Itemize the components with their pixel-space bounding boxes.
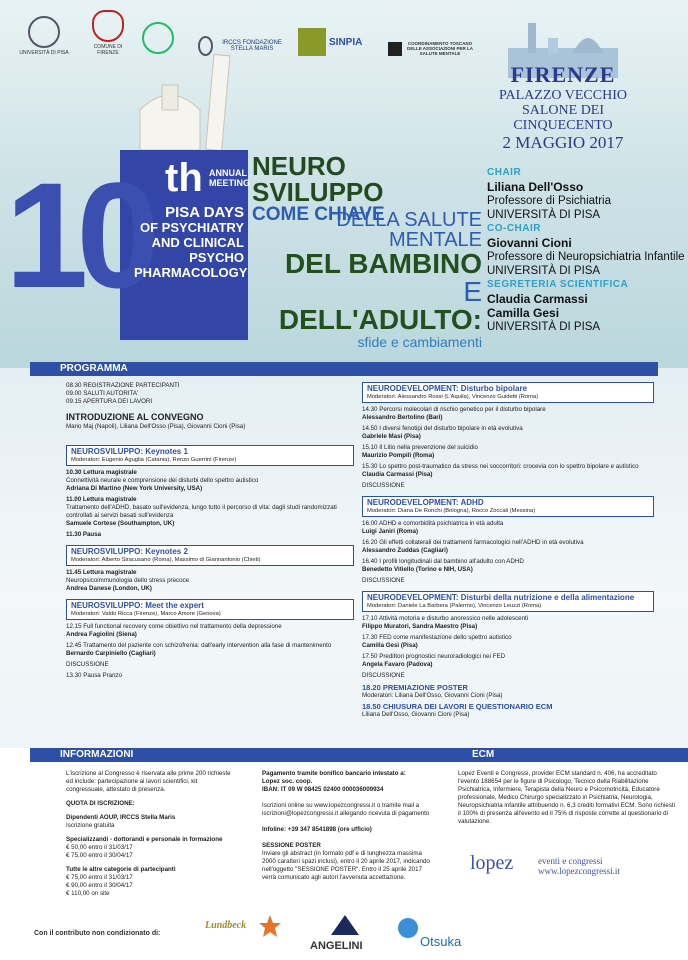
program-speaker: Bernardo Carpiniello (Cagliari) bbox=[66, 650, 156, 657]
giglio-icon bbox=[92, 10, 124, 42]
ecm-text: Lopez Eventi e Congressi, provider ECM standard n. 406, ha accreditato l'evento 188654 per le figure di Psicologo, Tecnico della Riabilitazione Psichiatrica, Infermiere, Terapista della Neuro e Psicomotricità, Educatore professionale, Medico Chirurgo specializzato in Psichiatria, Neurologia, Neuropsichiatria infantile attribuendo n. 6,3 crediti formativi ECM. Sono richiesti il 100% di presenza all'evento ed il 75% di risposte corrette al questionario di valutazione. bbox=[458, 770, 676, 825]
annual-meeting bbox=[209, 168, 250, 188]
programma-heading: PROGRAMMA bbox=[60, 363, 128, 374]
cochair-role: CO-CHAIR bbox=[487, 223, 541, 234]
program-item: 14.30 Percorsi molecolari di rischio genetico per il disturbo bipolare bbox=[362, 406, 546, 413]
program-right-column bbox=[362, 378, 654, 719]
program-speaker: Maurizio Pompili (Roma) bbox=[362, 452, 435, 459]
program-item: Liliana Dell'Osso, Giovanni Cioni (Pisa) bbox=[362, 711, 470, 718]
program-item: Connettività neurale e comprensione dei disturbi dello spettro autistico bbox=[66, 477, 259, 484]
program-speaker: Claudia Carmassi (Pisa) bbox=[362, 471, 433, 478]
cochair-affiliation: UNIVERSITÀ DI PISA bbox=[487, 265, 601, 277]
event-line5: PHARMACOLOGY bbox=[134, 265, 248, 280]
program-speaker: Camilla Gesi (Pisa) bbox=[362, 642, 418, 649]
session-title: NEUROSVILUPPO: Keynotes 2 bbox=[71, 547, 188, 556]
program-speaker: Andrea Fagiolini (Siena) bbox=[66, 631, 137, 638]
venue-block bbox=[488, 62, 638, 153]
venue-place: PALAZZO VECCHIO bbox=[499, 88, 627, 103]
program-item: 16.00 ADHD e comorbidità psichiatrica in età adulta bbox=[362, 520, 504, 527]
bipolare-block bbox=[362, 406, 654, 490]
session-moderators: Moderatori: Eugenio Aguglia (Catania), Renzo Guerrini (Firenze) bbox=[71, 457, 237, 463]
session-moderators: Moderatori: Daniele La Barbera (Palermo), Vincenzo Leuzzi (Roma) bbox=[367, 603, 542, 609]
title-e: E bbox=[463, 276, 482, 307]
pisa-tower-icon bbox=[130, 50, 240, 150]
opening-item: 09.15 APERTURA DEI LAVORI bbox=[66, 398, 153, 405]
logo-hospital bbox=[138, 8, 178, 56]
unipi-seal-icon bbox=[28, 16, 60, 48]
program-item: 12.15 Full functional recovery come obiettivo nel trattamento della depressione bbox=[66, 623, 282, 630]
title-bottom bbox=[262, 210, 482, 350]
lopez-logo: lopez bbox=[470, 852, 514, 874]
session-nutrizione bbox=[362, 591, 654, 612]
session-title: NEURODEVELOPMENT: Disturbi della nutrizione e della alimentazione bbox=[367, 593, 635, 602]
info-left bbox=[66, 770, 236, 898]
intro-names: Mario Maj (Napoli), Liliana Dell'Osso (Pisa), Giovanni Cioni (Pisa) bbox=[66, 423, 246, 430]
lopez-tagline: eventi e congressi bbox=[538, 856, 603, 866]
program-speaker: Gabriele Masi (Pisa) bbox=[362, 433, 421, 440]
adhd-block bbox=[362, 520, 654, 585]
venue-hall: SALONE DEI CINQUECENTO bbox=[513, 103, 613, 133]
informazioni-heading: INFORMAZIONI bbox=[60, 749, 134, 760]
program-item: 13.30 Pausa Pranzo bbox=[66, 672, 123, 679]
session-adhd bbox=[362, 496, 654, 517]
payment-title: Pagamento tramite bonifico bancario intestato a: bbox=[262, 770, 406, 777]
session-keynotes-1 bbox=[66, 445, 354, 466]
program-item: Moderatori: Liliana Dell'Osso, Giovanni Cioni (Pisa) bbox=[362, 692, 503, 699]
secretary-role: SEGRETERIA SCIENTIFICA bbox=[487, 279, 629, 290]
programma-header bbox=[30, 362, 388, 376]
quota-title: QUOTA DI ISCRIZIONE: bbox=[66, 800, 135, 807]
program-item: 15.30 Lo spettro post-traumatico da stress nei soccorritori: crocevia con lo spettro bipolare e autistico bbox=[362, 463, 639, 470]
cochair-name: Giovanni Cioni bbox=[487, 236, 572, 250]
expert-block bbox=[66, 623, 354, 680]
event-line2: OF PSYCHIATRY bbox=[139, 220, 244, 235]
venue-date: 2 MAGGIO 2017 bbox=[502, 133, 624, 152]
lundbeck-star-icon bbox=[258, 914, 282, 938]
title-salute: DELLA SALUTE bbox=[336, 209, 482, 231]
ecm-heading: ECM bbox=[472, 749, 495, 760]
logo-coordinamento bbox=[388, 8, 478, 56]
event-line3: AND CLINICAL bbox=[151, 235, 244, 250]
program-item: 11.30 Pausa bbox=[66, 531, 102, 538]
session-moderators: Moderatori: Alessandro Rossi (L'Aquila), Vincenzo Guidetti (Roma) bbox=[367, 394, 539, 400]
chair-role: CHAIR bbox=[487, 167, 522, 178]
online-registration: Iscrizioni online su www.lopezcongressi.it o tramite mail a iscrizioni@lopezcongressi.it allegando ricevuta di pagamento bbox=[262, 802, 430, 817]
program-item: Neuropsicoimmunologia dello stress precoce bbox=[66, 577, 190, 584]
informazioni-header bbox=[30, 748, 468, 762]
program-speaker: Alessandro Bertolino (Bari) bbox=[362, 414, 443, 421]
logo-sinpia bbox=[298, 8, 378, 56]
poster-award: 18.20 PREMIAZIONE POSTER bbox=[362, 683, 468, 692]
logo-label: COORDINAMENTO TOSCANO DELLE ASSOCIAZIONI PER LA SALUTE MENTALE bbox=[406, 41, 474, 56]
program-item: 11.45 Lettura magistrale bbox=[66, 569, 137, 576]
quota-detail: Iscrizione gratuita bbox=[66, 822, 115, 829]
lopez-website[interactable]: www.lopezcongressi.it bbox=[538, 866, 620, 876]
logo-firenze bbox=[88, 8, 128, 56]
quota-item: Dipendenti AOUP, IRCCS Stella Maris bbox=[66, 814, 176, 821]
angelini-triangle-icon bbox=[330, 914, 360, 936]
title-mentale: MENTALE bbox=[389, 229, 482, 251]
program-item: 17.10 Attività motoria e disturbo anoressico nelle adolescenti bbox=[362, 615, 529, 622]
session-title: NEUROSVILUPPO: Meet the expert bbox=[71, 601, 204, 610]
logo-label: COMUNE DI FIRENZE bbox=[93, 44, 123, 56]
opening-item: 08.30 REGISTRAZIONE PARTECIPANTI bbox=[66, 382, 180, 389]
program-speaker: Samuele Cortese (Southampton, UK) bbox=[66, 520, 175, 527]
program-speaker: Alessandro Zuddas (Cagliari) bbox=[362, 547, 448, 554]
sponsor-lundbeck: Lundbeck bbox=[205, 920, 247, 931]
sponsor-angelini: ANGELINI bbox=[310, 940, 363, 952]
program-item: 12.45 Trattamento del paziente con schizofrenia: dall'early intervention alla fase di mantenimento bbox=[66, 642, 332, 649]
program-item: 17.50 Predittori prognostici neuroradiologici nei FED bbox=[362, 653, 506, 660]
sinpia-row bbox=[298, 28, 362, 56]
quota-detail: € 75,00 entro il 30/04/17 bbox=[66, 852, 133, 859]
program-item: DISCUSSIONE bbox=[362, 672, 405, 679]
session-title: NEURODEVELOPMENT: Disturbo bipolare bbox=[367, 384, 528, 393]
program-item: 16.40 I profili longitudinali dal bambino all'adulto con ADHD bbox=[362, 558, 524, 565]
quota-detail: € 75,00 entro il 31/03/17 bbox=[66, 874, 133, 881]
title-subtitle: sfide e cambiamenti bbox=[357, 334, 482, 350]
program-speaker: Angela Favaro (Padova) bbox=[362, 661, 433, 668]
session-moderators: Moderatori: Diana De Ronchi (Bologna), Rocco Zoccali (Messina) bbox=[367, 508, 536, 514]
otsuka-icon bbox=[398, 918, 418, 938]
quota-item: Tutte le altre categorie di partecipanti bbox=[66, 866, 176, 873]
program-item: 10.30 Lettura magistrale bbox=[66, 469, 137, 476]
nutrizione-block bbox=[362, 615, 654, 719]
session-title: NEURODEVELOPMENT: ADHD bbox=[367, 498, 484, 507]
session-keynotes-2 bbox=[66, 545, 354, 566]
program-item: Trattamento dell'ADHD, basato sull'evidenza, lungo tutto il percorso di vita: dagli studi randomizzati controllati ai servizi basati sull'evidenza bbox=[66, 504, 337, 519]
poster-title: SESSIONE POSTER bbox=[262, 842, 321, 849]
programma-header-right bbox=[360, 362, 658, 376]
quota-detail: € 90,00 entro il 30/04/17 bbox=[66, 882, 133, 889]
event-line4: PSYCHO bbox=[189, 250, 244, 265]
coordinamento-icon bbox=[388, 42, 402, 56]
title-chiave: COME CHIAVE bbox=[252, 204, 385, 225]
info-middle bbox=[262, 770, 432, 882]
chair-affiliation: UNIVERSITÀ DI PISA bbox=[487, 209, 601, 221]
edition-number: 10 bbox=[5, 151, 148, 319]
annual-line1: ANNUAL bbox=[209, 168, 247, 178]
info-intro: L'iscrizione al Congresso è riservata alle prime 200 richieste ed include: partecipazione ai lavori scientifici, kit congressuale, attestato di presenza. bbox=[66, 770, 231, 793]
payment-iban: IBAN: IT 09 W 08425 02400 000036009934 bbox=[262, 786, 384, 793]
event-line1: PISA DAYS bbox=[165, 204, 244, 221]
session-meet-expert bbox=[66, 599, 354, 620]
closing-item: 18.50 CHIUSURA DEI LAVORI E QUESTIONARIO ECM bbox=[362, 702, 553, 711]
secretary-name-2: Camilla Gesi bbox=[487, 306, 560, 320]
program-speaker: Andrea Danese (London, UK) bbox=[66, 585, 152, 592]
program-item: 16.20 Gli effetti collaterali dei trattamenti farmacologici nell'ADHD in età evolutiva bbox=[362, 539, 584, 546]
title-sviluppo: SVILUPPO bbox=[252, 177, 384, 207]
chair-title: Professore di Psichiatria bbox=[487, 195, 611, 207]
title-bambino: DEL BAMBINO bbox=[284, 248, 482, 279]
quota-detail: € 110,00 on site bbox=[66, 890, 110, 897]
sponsor-otsuka: Otsuka bbox=[420, 934, 462, 949]
cochair-title: Professore di Neuropsichiatria Infantile bbox=[487, 251, 685, 263]
quota-item: Specializzandi - dottorandi e personale in formazione bbox=[66, 836, 223, 843]
coordinamento-row bbox=[388, 41, 475, 56]
chairs-block bbox=[487, 166, 687, 334]
session-bipolare bbox=[362, 382, 654, 403]
program-speaker: Luigi Janiri (Roma) bbox=[362, 528, 419, 535]
program-left-column bbox=[66, 382, 354, 680]
secretary-affiliation: UNIVERSITÀ DI PISA bbox=[487, 321, 601, 333]
poster-text: Inviare gli abstract (in formato pdf e di lunghezza massima 2000 caratteri spazi inclusi), entro il 20 aprile 2017, indicando nell'oggetto "SESSIONE POSTER". Entro il 25 aprile 2017 verrà comunicato agli autori l'avvenuta accettazione. bbox=[262, 850, 430, 881]
venue-city: FIRENZE bbox=[510, 62, 616, 87]
session-title: NEUROSVILUPPO: Keynotes 1 bbox=[71, 447, 188, 456]
logo-unipi bbox=[18, 8, 70, 56]
chair-name: Liliana Dell'Osso bbox=[487, 180, 584, 194]
program-item: 11.00 Lettura magistrale bbox=[66, 496, 137, 503]
program-speaker: Adriana Di Martino (New York University, USA) bbox=[66, 485, 203, 492]
k1-block bbox=[66, 469, 354, 539]
quota-detail: € 50,00 entro il 31/03/17 bbox=[66, 844, 133, 851]
intro-title: INTRODUZIONE AL CONVEGNO bbox=[66, 412, 204, 422]
program-item: DISCUSSIONE bbox=[66, 661, 109, 668]
secretary-name-1: Claudia Carmassi bbox=[487, 292, 588, 306]
edition-suffix: th bbox=[165, 156, 203, 200]
k2-block bbox=[66, 569, 354, 593]
logo-stella-maris bbox=[198, 8, 288, 56]
logo-label: SINPIA bbox=[329, 36, 363, 48]
sponsors-label: Con il contributo non condizionato di: bbox=[34, 930, 161, 937]
sinpia-icon bbox=[298, 28, 326, 56]
program-item: 17.30 FED come manifestazione dello spettro autistico bbox=[362, 634, 512, 641]
session-moderators: Moderatori: Alberto Siracusano (Roma), Massimo di Giannantonio (Chieti) bbox=[71, 557, 261, 563]
opening-item: 09.00 SALUTI AUTORITA' bbox=[66, 390, 139, 397]
title-adulto: DELL'ADULTO: bbox=[278, 304, 482, 335]
ecm-header bbox=[442, 748, 688, 762]
event-name bbox=[134, 204, 248, 280]
session-moderators: Moderatori: Valdo Ricca (Firenze), Marco Amore (Genova) bbox=[71, 611, 221, 617]
payment-name: Lopez soc. coop. bbox=[262, 778, 313, 785]
program-speaker: Benedetto Vitiello (Torino e NIH, USA) bbox=[362, 566, 473, 573]
infoline: Infoline: +39 347 8541898 (ore ufficio) bbox=[262, 826, 372, 833]
title-neuro: NEURO bbox=[252, 151, 346, 181]
program-item: DISCUSSIONE bbox=[362, 482, 405, 489]
program-item: 15.10 Il Litio nella prevenzione del suicidio bbox=[362, 444, 478, 451]
lopez-info bbox=[538, 856, 620, 876]
logo-label: IRCCS FONDAZIONE STELLA MARIS bbox=[222, 40, 282, 52]
logo-label: UNIVERSITÀ DI PISA bbox=[19, 50, 69, 56]
annual-line2: MEETING bbox=[209, 178, 251, 188]
program-item: 14.50 I diversi fenotipi del disturbo bipolare in età evolutiva bbox=[362, 425, 523, 432]
program-item: DISCUSSIONE bbox=[362, 577, 405, 584]
program-speaker: Filippo Muratori, Sandra Maestro (Pisa) bbox=[362, 623, 478, 630]
